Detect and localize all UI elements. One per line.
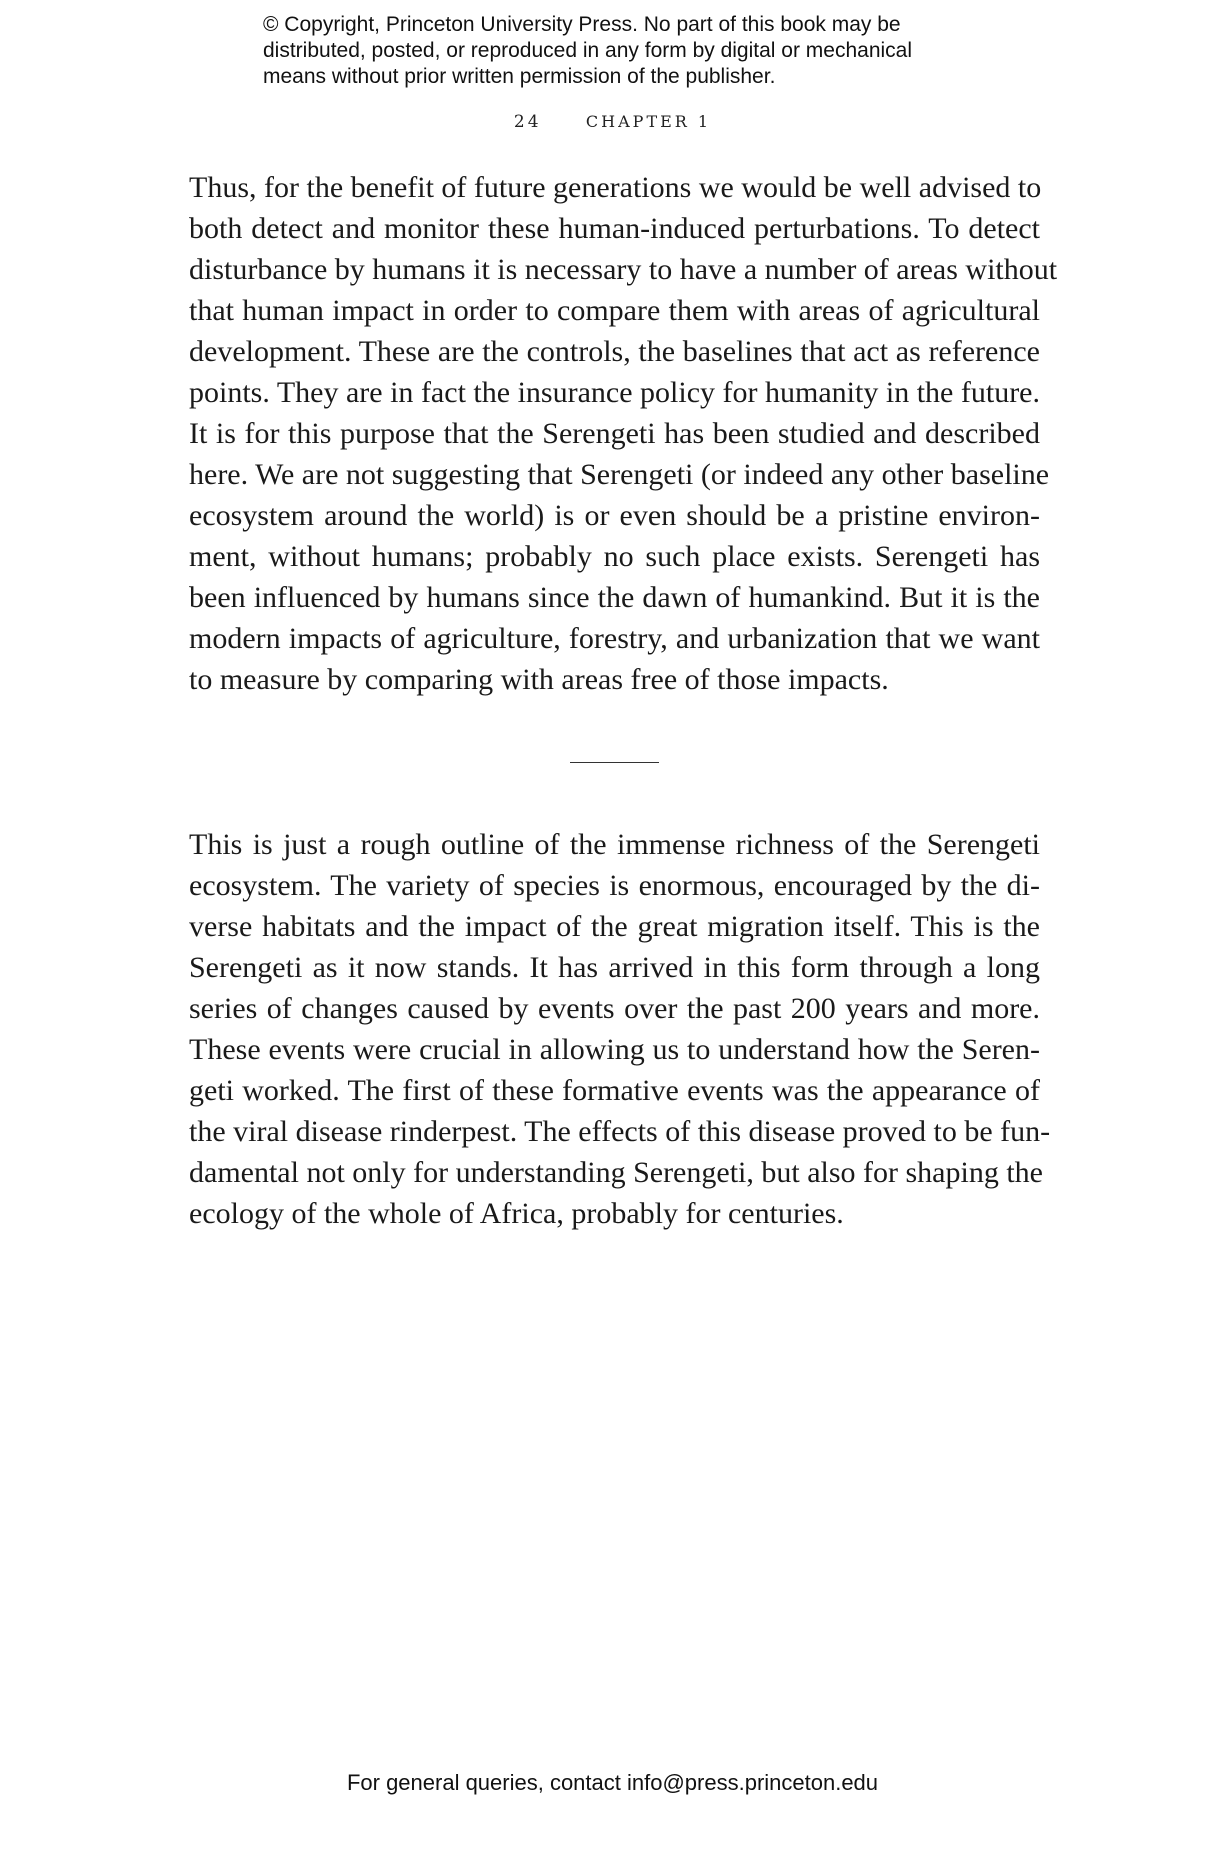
text-line: that human impact in order to compare them with areas of agricultural — [189, 294, 1040, 327]
text-line: verse habitats and the impact of the great migration itself. This is the — [189, 910, 1040, 943]
text-line: the viral disease rinderpest. The effects of this disease proved to be fun- — [189, 1115, 1051, 1148]
page-number: 24 — [513, 112, 542, 132]
body-paragraph-2 — [189, 824, 1051, 1234]
section-divider — [570, 762, 659, 763]
running-head — [0, 112, 1225, 132]
text-line: ecosystem around the world) is or even should be a pristine environ- — [189, 499, 1040, 532]
chapter-label: CHAPTER 1 — [585, 112, 712, 131]
copyright-line: © Copyright, Princeton University Press. No part of this book may be — [263, 13, 901, 36]
text-line: These events were crucial in allowing us to understand how the Seren- — [189, 1033, 1040, 1066]
text-line: development. These are the controls, the baselines that act as reference — [189, 335, 1040, 368]
text-line: Thus, for the benefit of future generations we would be well advised to — [189, 171, 1042, 204]
copyright-line: distributed, posted, or reproduced in any form by digital or mechanical — [263, 39, 913, 62]
text-line: been influenced by humans since the dawn of humankind. But it is the — [189, 581, 1040, 614]
text-line: ecosystem. The variety of species is enormous, encouraged by the di- — [189, 869, 1040, 902]
text-line: both detect and monitor these human-induced perturbations. To detect — [189, 212, 1040, 245]
text-line: geti worked. The first of these formative events was the appearance of — [189, 1074, 1040, 1107]
text-line: to measure by comparing with areas free of those impacts. — [189, 663, 889, 696]
text-line: series of changes caused by events over the past 200 years and more. — [189, 992, 1040, 1025]
text-line: disturbance by humans it is necessary to have a number of areas without — [189, 253, 1058, 286]
text-line: It is for this purpose that the Serengeti has been studied and described — [189, 417, 1040, 450]
text-line: ment, without humans; probably no such place exists. Serengeti has — [189, 540, 1040, 573]
copyright-notice — [263, 12, 983, 90]
text-line: This is just a rough outline of the immense richness of the Serengeti — [189, 828, 1040, 861]
copyright-line: means without prior written permission of the publisher. — [263, 65, 776, 88]
footer-contact: For general queries, contact info@press.princeton.edu — [346, 1770, 879, 1795]
text-line: Serengeti as it now stands. It has arrived in this form through a long — [189, 951, 1040, 984]
text-line: damental not only for understanding Serengeti, but also for shaping the — [189, 1156, 1043, 1189]
text-line: modern impacts of agriculture, forestry, and urbanization that we want — [189, 622, 1040, 655]
text-line: points. They are in fact the insurance policy for humanity in the future. — [189, 376, 1040, 409]
text-line: here. We are not suggesting that Serengeti (or indeed any other baseline — [189, 458, 1050, 491]
body-paragraph-1 — [189, 167, 1058, 700]
text-line: ecology of the whole of Africa, probably for centuries. — [189, 1197, 844, 1230]
